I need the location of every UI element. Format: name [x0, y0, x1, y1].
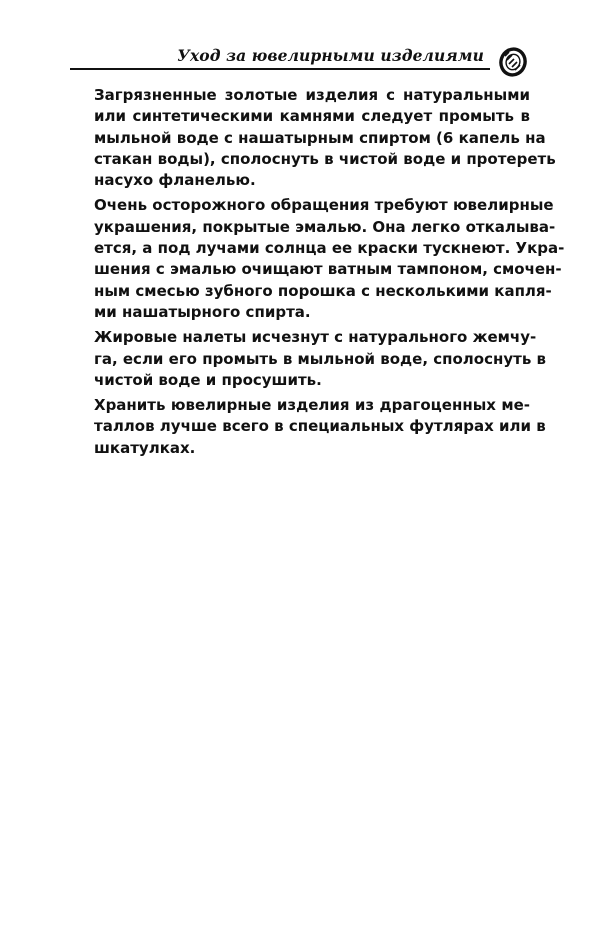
running-header-title: Уход за ювелирными изделиями [177, 46, 484, 65]
text-line: Очень осторожного обращения требуют ювелирные [94, 196, 554, 215]
text-line: насухо фланелью. [94, 171, 256, 190]
body-text [94, 85, 565, 463]
text-line: шения с эмалью очищают ватным тампоном, смочен- [94, 260, 562, 279]
text-line: украшения, покрытые эмалью. Она легко откалыва- [94, 217, 556, 236]
header-rule [70, 68, 490, 70]
text-line: Хранить ювелирные изделия из драгоценных ме- [94, 396, 530, 415]
text-line: шкатулках. [94, 438, 196, 457]
paragraph [94, 395, 546, 459]
text-line: стакан воды), сполоснуть в чистой воде и протереть [94, 149, 556, 168]
text-line: ным смесью зубного порошка с несколькими капля- [94, 281, 552, 300]
text-line: га, если его промыть в мыльной воде, сполоснуть в [94, 349, 547, 368]
text-line: чистой воде и просушить. [94, 370, 322, 389]
text-line: таллов лучше всего в специальных футлярах или в [94, 417, 546, 436]
paragraph [94, 327, 547, 391]
text-line: Жировые налеты исчезнут с натурального жемчу- [94, 328, 537, 347]
text-line: ется, а под лучами солнца ее краски тускнеют. Укра- [94, 239, 565, 258]
text-line: мыльной воде с нашатырным спиртом (6 капель на [94, 128, 546, 147]
running-header [70, 44, 490, 70]
paragraph [94, 195, 565, 323]
text-line: ми нашатырного спирта. [94, 302, 311, 321]
ring-icon [496, 44, 530, 78]
text-line: Загрязненные золотые изделия с натуральными [94, 86, 530, 104]
paragraph [94, 85, 556, 191]
text-line: или синтетическими камнями следует промыть в [94, 107, 530, 126]
